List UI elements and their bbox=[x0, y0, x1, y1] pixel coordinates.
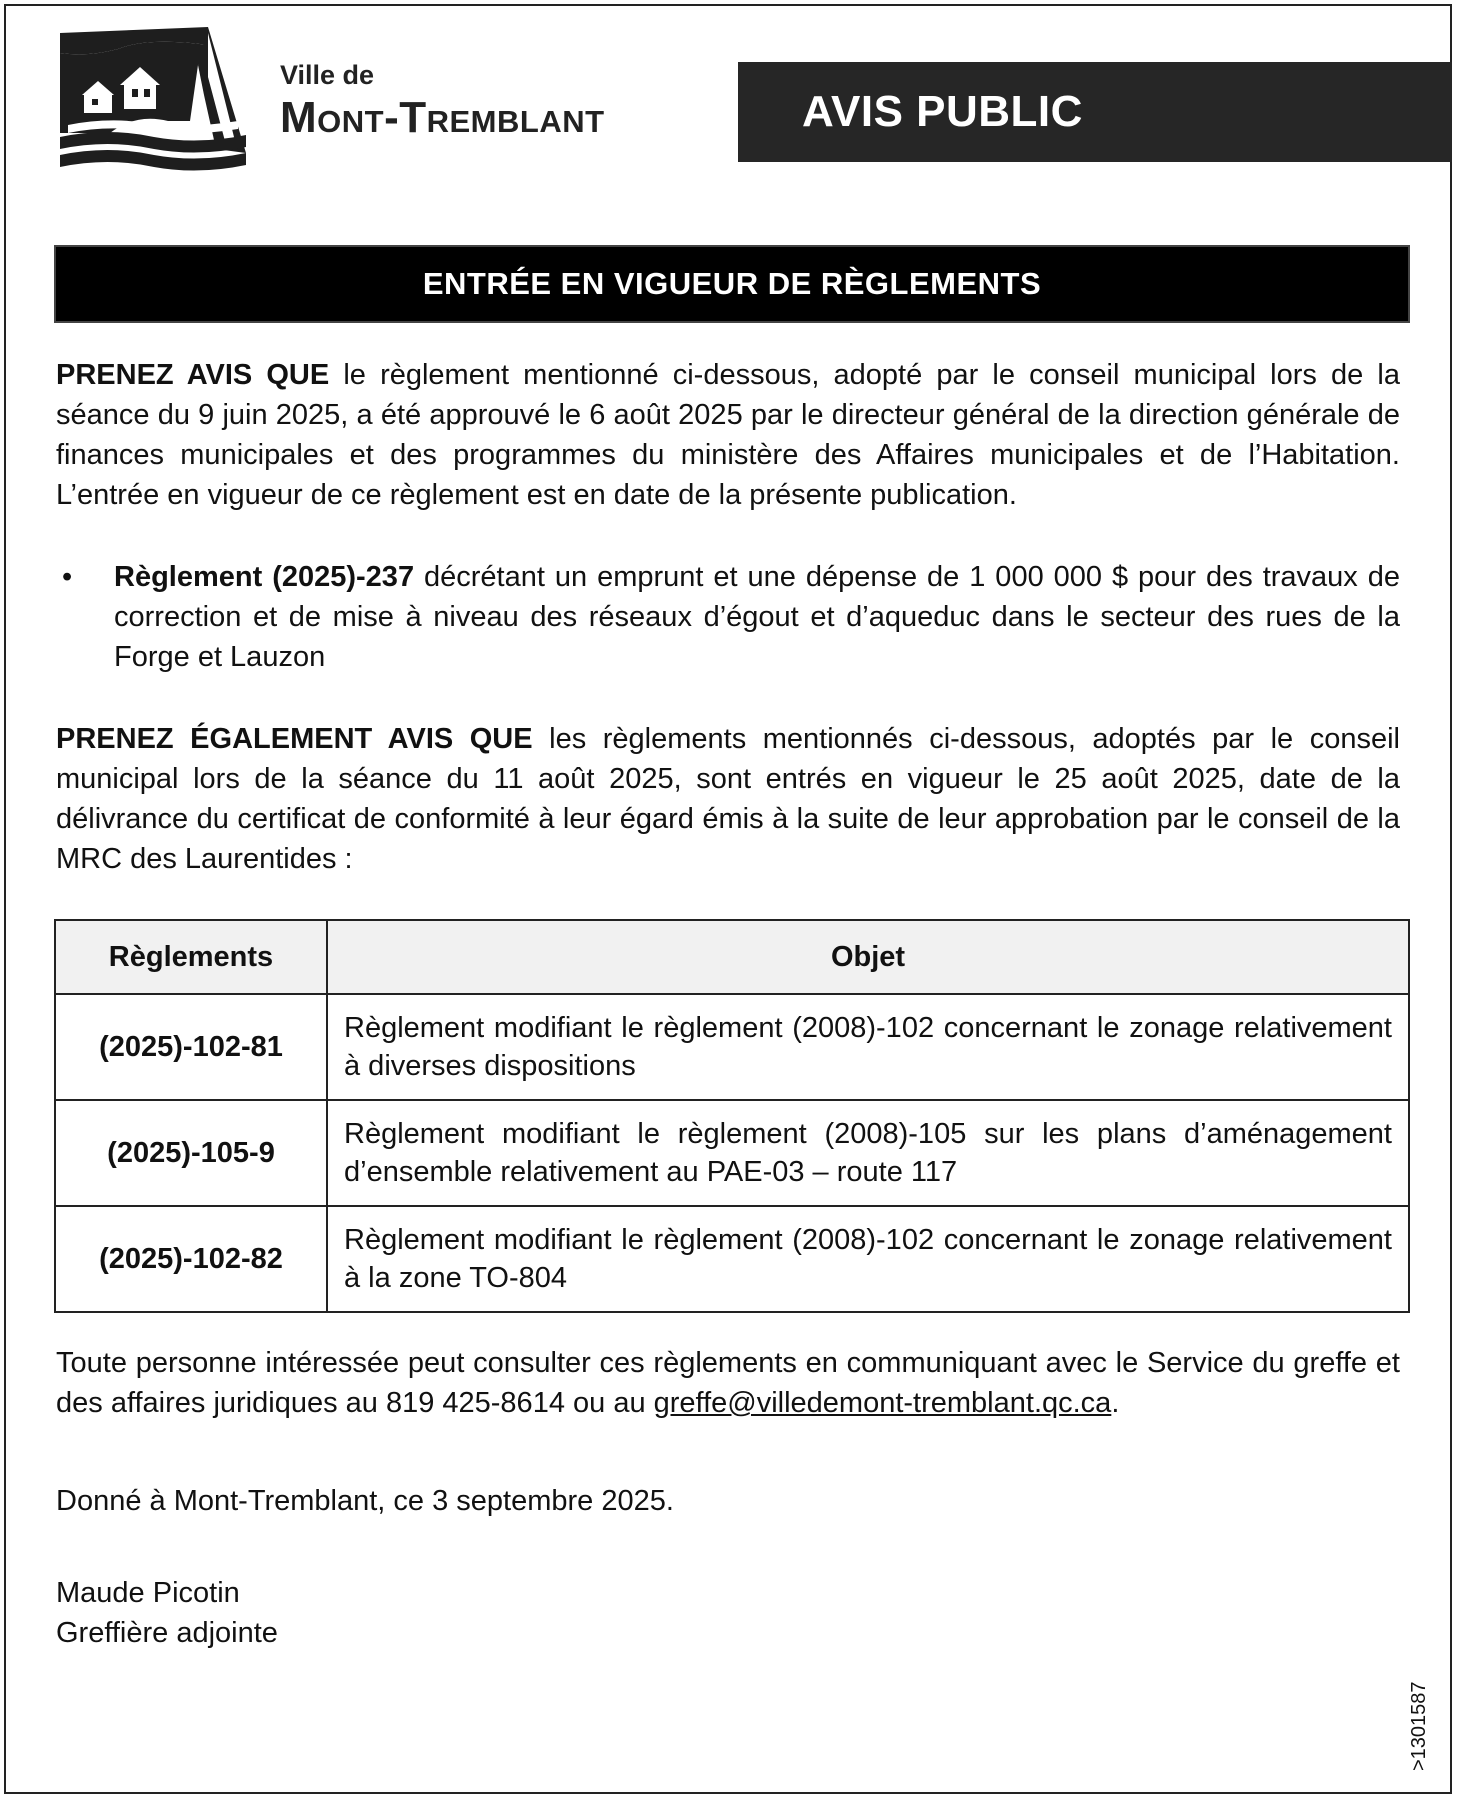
table-row bbox=[55, 1206, 1409, 1312]
table-row bbox=[55, 1100, 1409, 1206]
avis-public-label: AVIS PUBLIC bbox=[802, 87, 1083, 136]
bylaw-code: (2025)-102-82 bbox=[55, 1206, 327, 1312]
consultation-end: . bbox=[1111, 1387, 1120, 1419]
bylaw-object: Règlement modifiant le règlement (2008)-102 concernant le zonage relativement à la zone TO-804 bbox=[327, 1206, 1409, 1312]
paragraph-text: les règlements mentionnés ci-dessous, adoptés par le conseil municipal lors de la séance du 11 août 2025, sont entrés en vigueur le 25 août 2025, date de la délivrance du certificat de conformité à leur égard émis à la suite de leur approbation par le conseil de la MRC des Laurentides : bbox=[56, 723, 1400, 875]
paragraph-consultation bbox=[56, 1343, 1400, 1423]
city-logo bbox=[58, 25, 248, 175]
paragraph-second-notice bbox=[56, 719, 1400, 879]
table-header-row bbox=[55, 920, 1409, 994]
bylaw-code: (2025)-102-81 bbox=[55, 994, 327, 1100]
logo-city-name: Mont-Tremblant bbox=[280, 93, 605, 142]
table-header-objet: Objet bbox=[327, 920, 1409, 994]
bullet-icon: • bbox=[62, 561, 73, 593]
paragraph-lead: PRENEZ AVIS QUE bbox=[56, 359, 330, 391]
bylaw-bullet-item bbox=[56, 557, 1400, 677]
signature-block bbox=[56, 1573, 1400, 1653]
logo-ville-text: Ville de bbox=[280, 60, 375, 90]
email-link[interactable]: greffe@villedemont-tremblant.qc.ca bbox=[653, 1387, 1112, 1419]
signatory-role: Greffière adjointe bbox=[56, 1617, 278, 1649]
city-logo-text bbox=[280, 60, 605, 143]
bullet-description: décrétant un emprunt et une dépense de 1 000 000 $ pour des travaux de correction et de mise à niveau des réseaux d’égout et d’aqueduc dans le secteur des rues de la Forge et Lauzon bbox=[114, 561, 1400, 673]
table-row bbox=[55, 994, 1409, 1100]
notice-body bbox=[56, 355, 1400, 1653]
bylaw-object: Règlement modifiant le règlement (2008)-105 sur les plans d’aménagement d’ensemble relativement au PAE-03 – route 117 bbox=[327, 1100, 1409, 1206]
bylaw-object: Règlement modifiant le règlement (2008)-102 concernant le zonage relativement à diverses dispositions bbox=[327, 994, 1409, 1100]
avis-public-banner bbox=[738, 62, 1452, 162]
bullet-lead: Règlement (2025)-237 bbox=[114, 561, 415, 593]
notice-title: ENTRÉE EN VIGUEUR DE RÈGLEMENTS bbox=[422, 266, 1042, 301]
bylaw-code: (2025)-105-9 bbox=[55, 1100, 327, 1206]
reference-number: >1301587 bbox=[1408, 1681, 1430, 1771]
given-date: Donné à Mont-Tremblant, ce 3 septembre 2025. bbox=[56, 1485, 674, 1517]
bylaws-table bbox=[54, 919, 1410, 1313]
paragraph-first-notice bbox=[56, 355, 1400, 515]
signatory-name: Maude Picotin bbox=[56, 1577, 240, 1609]
paragraph-lead: PRENEZ ÉGALEMENT AVIS QUE bbox=[56, 723, 533, 755]
consultation-text: Toute personne intéressée peut consulter ces règlements en communiquant avec le Service du greffe et des affaires juridiques au 819 425-8614 ou au bbox=[56, 1347, 1400, 1419]
bullet-text bbox=[114, 557, 1400, 677]
paragraph-text: le règlement mentionné ci-dessous, adopté par le conseil municipal lors de la séance du 9 juin 2025, a été approuvé le 6 août 2025 par le directeur général de la direction générale de finances municipales et des programmes du ministère des Affaires municipales et de l’Habitation. L’entrée en vigueur de ce règlement est en date de la présente publication. bbox=[56, 359, 1401, 511]
notice-title-bar bbox=[54, 245, 1410, 323]
table-header-reglements: Règlements bbox=[55, 920, 327, 994]
